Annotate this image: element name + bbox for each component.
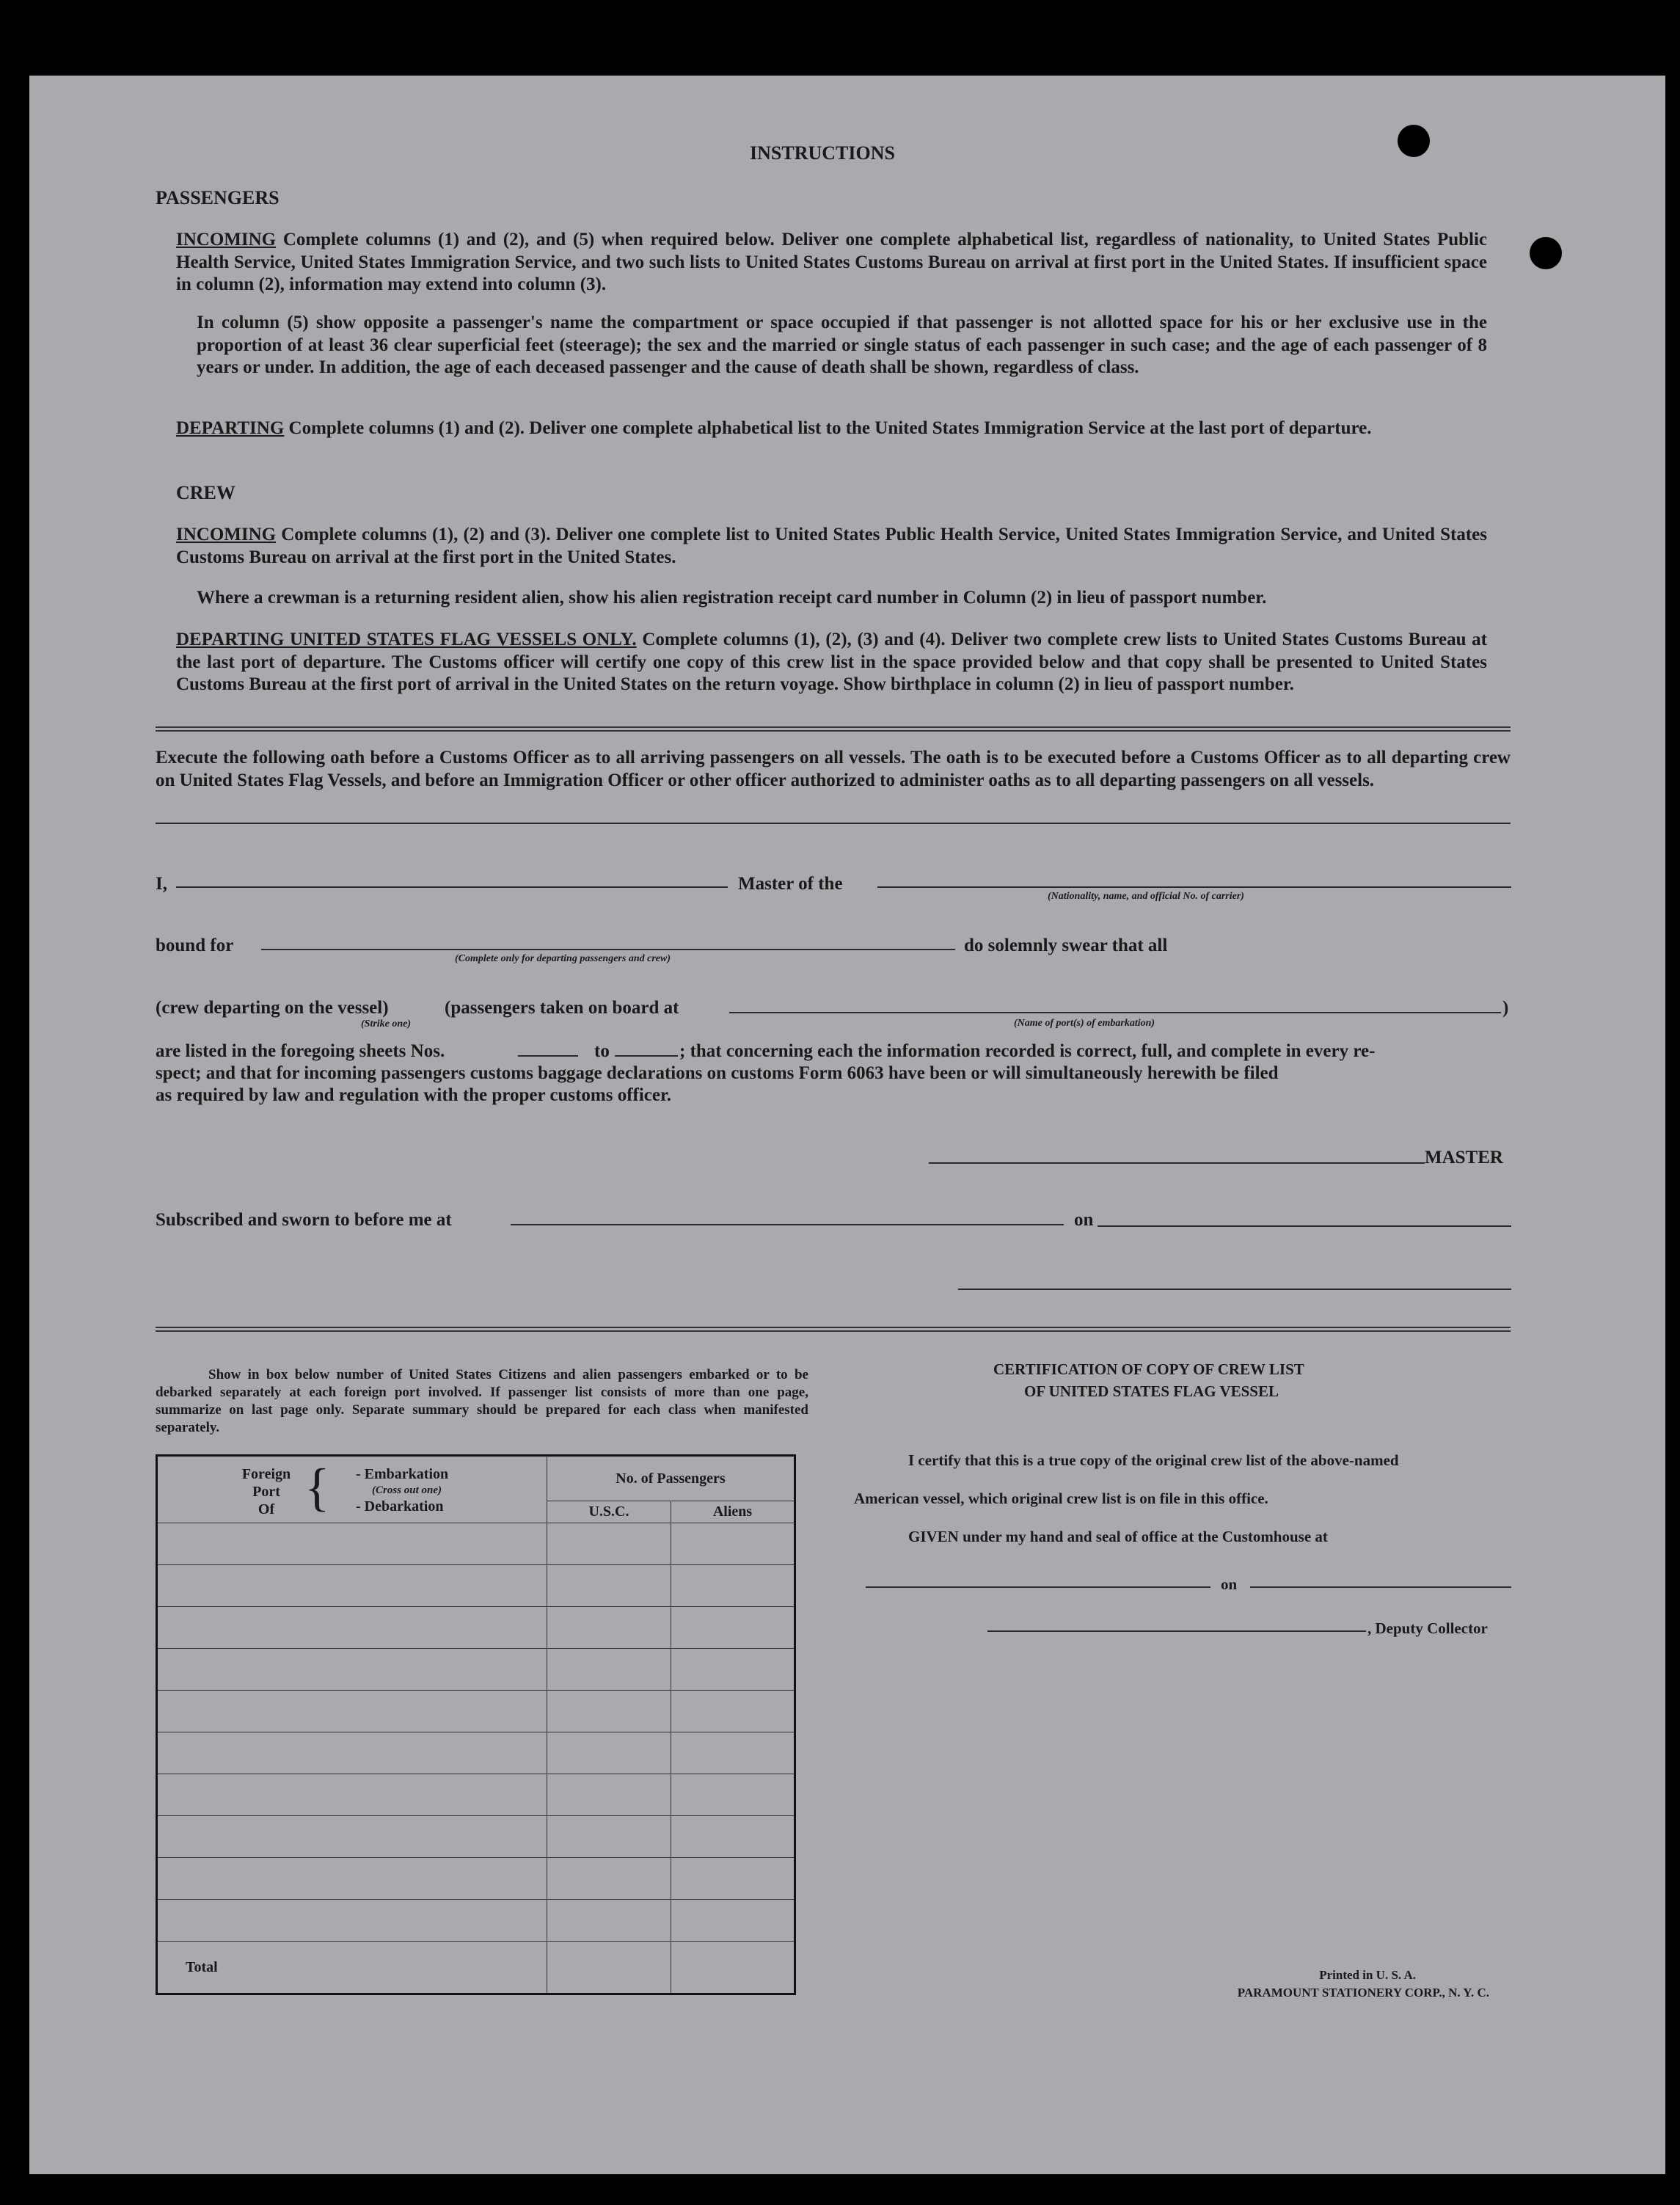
- of-label: Of: [258, 1501, 275, 1517]
- table-row: [157, 1691, 795, 1732]
- bound-caption: (Complete only for departing passengers and crew): [455, 953, 671, 964]
- port-cell[interactable]: [157, 1732, 547, 1774]
- aliens-cell[interactable]: [671, 1816, 795, 1858]
- crew-departing-label: DEPARTING UNITED STATES FLAG VESSELS ONLY.: [176, 630, 637, 649]
- table-row: [157, 1565, 795, 1607]
- sheet-to-field[interactable]: [615, 1055, 678, 1057]
- summary-instructions: Show in box below number of United States Citizens and alien passengers embarked or to be debarked separately at each foreign port involved. If passenger list consists of more than one page, summarize on last page only. Separate summary should be prepared for each class when manifested separately.: [156, 1367, 808, 1435]
- officer-signature-field[interactable]: [958, 1289, 1511, 1290]
- master-of-the-label: Master of the: [738, 874, 843, 894]
- crew-incoming-paragraph: [176, 524, 1487, 569]
- port-cell[interactable]: [157, 1565, 547, 1607]
- master-signature-field[interactable]: [929, 1162, 1425, 1164]
- deputy-signature-field[interactable]: [987, 1630, 1366, 1632]
- port-cell[interactable]: [157, 1523, 547, 1565]
- port-cell[interactable]: [157, 1858, 547, 1900]
- table-row: [157, 1649, 795, 1691]
- passenger-summary-table: [156, 1454, 796, 1995]
- strike-one-caption: (Strike one): [361, 1018, 412, 1029]
- crew-departing-text: Complete columns (1), (2), (3) and (4). Deliver two complete crew lists to United States Customs Bureau at the last port of departure. The Customs officer will certify one copy of this crew list in the space provided below and that copy shall be presented to United States Customs Bureau at the first port of arrival in the United States on the return voyage. Show birthplace in column (2) in lieu of passport number.: [176, 630, 1488, 694]
- swear-text: do solemnly swear that all: [964, 936, 1168, 955]
- usc-cell[interactable]: [547, 1900, 671, 1942]
- crew-departing-option: (crew departing on the vessel): [156, 998, 389, 1018]
- carrier-caption: (Nationality, name, and official No. of carrier): [1048, 891, 1244, 902]
- bound-for-field[interactable]: [261, 949, 955, 950]
- certification-line-2: American vessel, which original crew list is on file in this office.: [854, 1490, 1268, 1507]
- crew-incoming-text: Complete columns (1), (2) and (3). Deliver one complete list to United States Public Health Service, United States Immigration Service, and United States Customs Bureau on arrival at the first port in the United States.: [176, 525, 1488, 567]
- aliens-cell[interactable]: [671, 1565, 795, 1607]
- listed-text-end: ; that concerning each the information recorded is correct, full, and complete in every re-: [679, 1041, 1376, 1061]
- usc-cell[interactable]: [547, 1565, 671, 1607]
- port-cell[interactable]: [157, 1900, 547, 1942]
- certification-line-1: I certify that this is a true copy of the original crew list of the above-named: [908, 1451, 1399, 1469]
- oath-i-label: I,: [156, 874, 167, 894]
- port-cell[interactable]: [157, 1607, 547, 1649]
- sworn-on-label: on: [1074, 1210, 1094, 1230]
- passengers-heading: PASSENGERS: [156, 187, 280, 208]
- usc-cell[interactable]: [547, 1774, 671, 1816]
- aliens-cell[interactable]: [671, 1732, 795, 1774]
- printed-in-usa: Printed in U. S. A.: [1319, 1968, 1416, 1982]
- passengers-departing-label: DEPARTING: [176, 418, 285, 438]
- divider-double-1: [156, 726, 1511, 732]
- aliens-total-cell[interactable]: [671, 1942, 795, 1994]
- usc-cell[interactable]: [547, 1691, 671, 1732]
- master-label: MASTER: [1425, 1148, 1503, 1167]
- carrier-field[interactable]: [877, 886, 1511, 888]
- port-label: Port: [252, 1484, 280, 1500]
- divider-double-3: [156, 1327, 1511, 1332]
- certification-on-label: on: [1221, 1575, 1238, 1593]
- port-cell[interactable]: [157, 1774, 547, 1816]
- foreign-port-header: [157, 1456, 547, 1523]
- no-of-passengers-header: No. of Passengers: [547, 1456, 795, 1501]
- embarkation-option[interactable]: - Embarkation: [356, 1466, 449, 1482]
- port-cell[interactable]: [157, 1691, 547, 1732]
- foreign-label: Foreign: [241, 1466, 291, 1482]
- usc-header: U.S.C.: [547, 1501, 671, 1523]
- passengers-departing-paragraph: [176, 418, 1487, 440]
- port-caption: (Name of port(s) of embarkation): [1014, 1018, 1155, 1029]
- usc-cell[interactable]: [547, 1858, 671, 1900]
- crew-incoming-label: INCOMING: [176, 525, 277, 544]
- usc-cell[interactable]: [547, 1816, 671, 1858]
- aliens-cell[interactable]: [671, 1649, 795, 1691]
- passengers-incoming-paragraph: [176, 229, 1487, 296]
- passengers-departing-text: Complete columns (1) and (2). Deliver one complete alphabetical list to the United States Immigration Service at the last port of departure.: [288, 418, 1372, 438]
- aliens-cell[interactable]: [671, 1607, 795, 1649]
- usc-cell[interactable]: [547, 1607, 671, 1649]
- aliens-cell[interactable]: [671, 1523, 795, 1565]
- cross-out-caption: (Cross out one): [372, 1484, 442, 1496]
- aliens-cell[interactable]: [671, 1774, 795, 1816]
- aliens-header: Aliens: [671, 1501, 795, 1523]
- usc-cell[interactable]: [547, 1732, 671, 1774]
- table-row: [157, 1607, 795, 1649]
- certification-line-3: GIVEN under my hand and seal of office at the Customhouse at: [908, 1528, 1328, 1545]
- port-cell[interactable]: [157, 1649, 547, 1691]
- oath-line-3: as required by law and regulation with the proper customs officer.: [156, 1085, 672, 1105]
- table-row: [157, 1732, 795, 1774]
- subscribed-label: Subscribed and sworn to before me at: [156, 1210, 452, 1230]
- crew-departing-paragraph: [176, 629, 1487, 696]
- passengers-taken-option: (passengers taken on board at: [445, 998, 679, 1018]
- debarkation-option[interactable]: - Debarkation: [356, 1498, 444, 1515]
- usc-total-cell[interactable]: [547, 1942, 671, 1994]
- aliens-cell[interactable]: [671, 1691, 795, 1732]
- listed-to-label: to: [594, 1041, 610, 1061]
- close-paren: ): [1502, 998, 1509, 1018]
- certification-title-1: CERTIFICATION OF COPY OF CREW LIST: [993, 1360, 1304, 1378]
- table-row: [157, 1523, 795, 1565]
- aliens-cell[interactable]: [671, 1900, 795, 1942]
- passengers-incoming-label: INCOMING: [176, 230, 277, 249]
- deputy-collector-label: , Deputy Collector: [1367, 1619, 1488, 1637]
- crew-resident-text: Where a crewman is a returning resident alien, show his alien registration receipt card number in Column (2) in lieu of passport number.: [197, 588, 1267, 608]
- listed-text-start: are listed in the foregoing sheets Nos.: [156, 1041, 445, 1061]
- divider-2: [156, 823, 1511, 824]
- total-row: [157, 1942, 795, 1994]
- customhouse-place-field[interactable]: [866, 1586, 1210, 1588]
- table-row: [157, 1858, 795, 1900]
- bound-for-label: bound for: [156, 936, 234, 955]
- printer-name: PARAMOUNT STATIONERY CORP., N. Y. C.: [1237, 1986, 1489, 2000]
- brace-icon: {: [304, 1458, 330, 1517]
- table-row: [157, 1816, 795, 1858]
- certification-title-2: OF UNITED STATES FLAG VESSEL: [1024, 1382, 1279, 1400]
- aliens-cell[interactable]: [671, 1858, 795, 1900]
- printer-imprint: [1144, 1967, 1489, 2002]
- usc-cell[interactable]: [547, 1523, 671, 1565]
- embarkation-port-field[interactable]: [729, 1012, 1501, 1013]
- sworn-place-field[interactable]: [511, 1224, 1064, 1225]
- table-row: [157, 1900, 795, 1942]
- punch-hole-top: [1398, 125, 1430, 157]
- passengers-incoming-text: Complete columns (1) and (2), and (5) when required below. Deliver one complete alphabetical list, regardless of nationality, to United States Public Health Service, United States Immigration Service, and two such lists to United States Customs Bureau on arrival at first port in the United States. If insufficient space in column (2), information may extend into column (3).: [176, 230, 1488, 294]
- customhouse-date-field[interactable]: [1250, 1586, 1511, 1588]
- port-cell[interactable]: [157, 1816, 547, 1858]
- sworn-date-field[interactable]: [1098, 1225, 1511, 1227]
- master-name-field[interactable]: [176, 886, 728, 888]
- instructions-title: INSTRUCTIONS: [750, 142, 895, 164]
- oath-line-2: spect; and that for incoming passengers customs baggage declarations on customs Form 6063 have been or will simultaneously herewith be filed: [156, 1063, 1279, 1083]
- usc-cell[interactable]: [547, 1649, 671, 1691]
- oath-instruction: Execute the following oath before a Customs Officer as to all arriving passengers on all vessels. The oath is to be executed before a Customs Officer as to all departing crew on United States Flag Vessels, and before an Immigration Officer or other officer authorized to administer oaths as to all departing passengers on all vessels.: [156, 748, 1511, 790]
- passengers-column5-paragraph: In column (5) show opposite a passenger's name the compartment or space occupied if that passenger is not allotted space for his or her exclusive use in the proportion of at least 36 clear superficial feet (steerage); the sex and the married or single status of each passenger in such case; and the age of each passenger of 8 years or under. In addition, the age of each deceased passenger and the cause of death shall be shown, regardless of class.: [197, 313, 1487, 377]
- punch-hole-right: [1530, 237, 1562, 269]
- crew-heading: CREW: [176, 482, 235, 503]
- sheet-from-field[interactable]: [518, 1055, 578, 1057]
- table-row: [157, 1774, 795, 1816]
- total-label: Total: [157, 1942, 547, 1994]
